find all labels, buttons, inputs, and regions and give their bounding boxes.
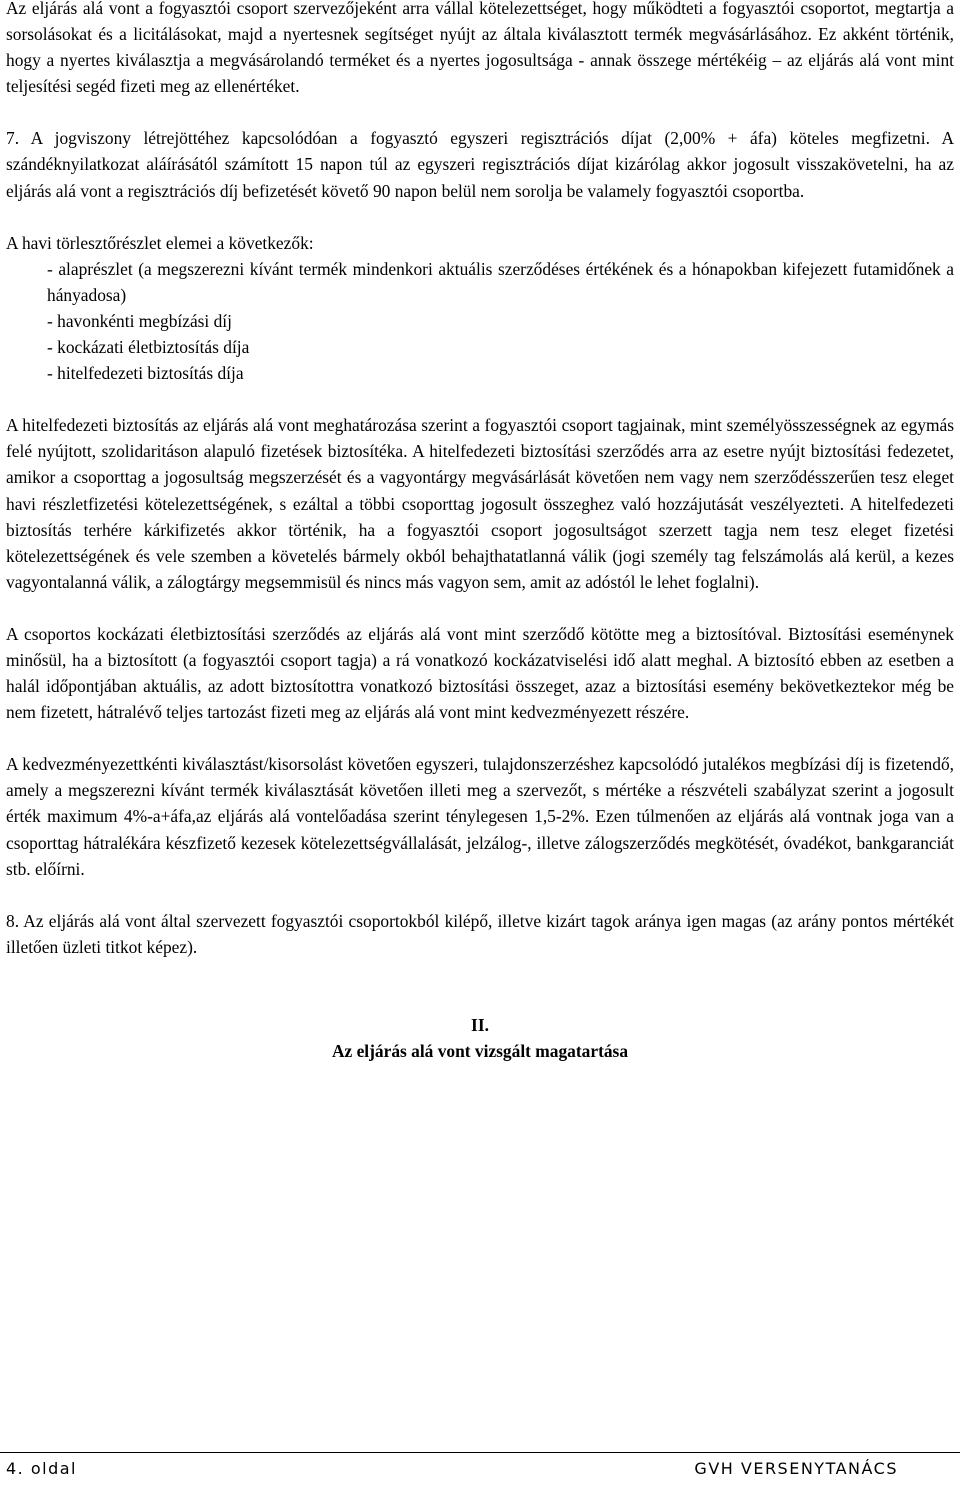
installment-components-list [6, 256, 954, 386]
list-item: - kockázati életbiztosítás díja [47, 337, 250, 358]
document-body [6, 0, 954, 1064]
paragraph-credit-insurance: A hitelfedezeti biztosítás az eljárás alá vont meghatározása szerint a fogyasztói csoport tagjainak, mint személyösszességnek az egymás felé nyújtott, szolidaritáson alapuló fizetések biztosítéka. A hitelfedezeti biztosítási szerződés arra az esetre nyújt biztosítási fedezetet, amikor a csoporttag a jogosultság megszerzését és a vagyontárgy megvásárlását követően nem vagy nem szerződésszerűen tesz eleget havi részletfizetési kötelezettségének, s ezáltal a többi csoporttag jogosult összeghez való hozzájutását veszélyezteti. A hitelfedezeti biztosítás terhére kárkifizetés akkor történik, ha a fogyasztói csoport jogosultságot szerzett tagja nem tesz eleget fizetési kötelezettségének és vele szemben a követelés bármely okból behajthatatlanná válik (jogi személy tag felszámolás alá kerül, a kezes vagyontalanná válik, a zálogtárgy megsemmisül és nincs más vagyon sem, amit az adóstól le lehet foglalni). [6, 415, 954, 592]
section-title: Az eljárás alá vont vizsgált magatartása [331, 1041, 629, 1061]
footer-divider [0, 1452, 960, 1453]
paragraph-commission-fee: A kedvezményezettkénti kiválasztást/kisorsolást követően egyszeri, tulajdonszerzéshez kapcsolódó jutalékos megbízási díj is fizetendő, amely a megszerezni kívánt termék kiválasztását követően illeti meg a szervezőt, s mértéke a részvételi szabályzat szerint a jogosult érték maximum 4%-a+áfa,az eljárás alá vontelőadása szerint ténylegesen 1,5-2%. Ezen túlmenően az eljárás alá vontnak joga van a csoporttag hátralékára készfizető kezesek kötelezettségvállalását, jelzálog-, illetve zálogszerződés megkötését, óvadékot, bankgaranciát stb. előírni. [6, 754, 954, 879]
paragraph-organizer-obligations: Az eljárás alá vont a fogyasztói csoport szervezőjeként arra vállal kötelezettséget, hogy működteti a fogyasztói csoportot, megtartja a sorsolásokat és a licitálásokat, majd a nyertesnek segítséget nyújt az általa kiválasztott termék megvásárlásához. Ez akként történik, hogy a nyertes kiválasztja a megvásárolandó terméket és a nyertes jogosultsága - annak összege mértékéig – az eljárás alá vont mint teljesítési segéd fizeti meg az ellenértéket. [6, 0, 954, 97]
list-item: - havonkénti megbízási díj [47, 310, 232, 331]
footer-organization: GVH VERSENYTANÁCS [694, 1459, 898, 1478]
page-number: 4. oldal [6, 1459, 77, 1478]
paragraph-life-insurance: A csoportos kockázati életbiztosítási szerződés az eljárás alá vont mint szerződő kötötte meg a biztosítóval. Biztosítási eseménynek minősül, ha a biztosított (a fogyasztói csoport tagja) a rá vonatkozó kockázatviselési idő alatt meghal. A biztosító ebben az esetben a halál időpontjában aktuális, az adott biztosítottra vonatkozó biztosítási összeget, azaz a biztosítási esemény bekövetkeztekor még be nem fizetett, hátralévő teljes tartozást fizeti meg az eljárás alá vont mint kedvezményezett részére. [6, 623, 954, 723]
list-item: - alaprészlet (a megszerezni kívánt termék mindenkori aktuális szerződéses értékének és a hónapokban kifejezett futamidőnek a hányadosa) [47, 258, 954, 305]
page-footer [6, 1459, 898, 1478]
paragraph-registration-fee: 7. A jogviszony létrejöttéhez kapcsolódóan a fogyasztó egyszeri regisztrációs díjat (2,00% + áfa) köteles megfizetni. A szándéknyilatkozat aláírásától számított 15 napon túl az egyszeri regisztrációs díjat kizárólag akkor jogosult visszakövetelni, ha az eljárás alá vont a regisztrációs díj befizetését követő 90 napon belül nem sorolja be valamely fogyasztói csoportba. [6, 128, 954, 201]
section-number: II. [471, 1014, 489, 1035]
paragraph-member-exit: 8. Az eljárás alá vont által szervezett fogyasztói csoportokból kilépő, illetve kizárt tagok aránya igen magas (az arány pontos mértékét illetően üzleti titkot képez). [6, 910, 954, 957]
section-heading [6, 1012, 954, 1064]
installment-list-intro: A havi törlesztőrészlet elemei a következők: [6, 232, 314, 253]
list-item: - hitelfedezeti biztosítás díja [47, 363, 244, 384]
